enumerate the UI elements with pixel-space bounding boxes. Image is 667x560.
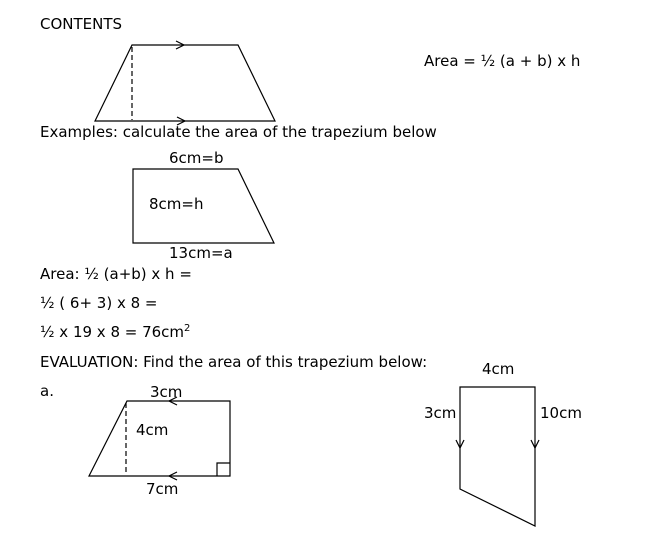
question-b-top-label: 4cm [482, 360, 515, 378]
contents-trapezium [95, 41, 275, 125]
working-line-2: ½ ( 6+ 3) x 8 = [40, 294, 158, 312]
heading: CONTENTS [40, 15, 123, 33]
area-formula: Area = ½ (a + b) x h [424, 52, 581, 70]
squared-superscript: 2 [184, 323, 191, 334]
examples-intro: Examples: calculate the area of the trapezium below [40, 123, 437, 141]
question-b-trapezium [456, 387, 539, 526]
question-b-left-label: 3cm [424, 404, 457, 422]
question-a-marker: a. [40, 382, 54, 400]
example-top-label: 6cm=b [169, 149, 224, 167]
question-a-trapezium [89, 397, 230, 480]
evaluation-heading: EVALUATION: Find the area of this trapezium below: [40, 353, 428, 371]
question-a-bottom-label: 7cm [146, 480, 179, 498]
working-line-1: Area: ½ (a+b) x h = [40, 265, 192, 283]
example-bottom-label: 13cm=a [169, 244, 233, 262]
example-trapezium [133, 169, 274, 243]
question-a-height-label: 4cm [136, 421, 169, 439]
question-a-top-label: 3cm [150, 383, 183, 401]
example-height-label: 8cm=h [149, 195, 204, 213]
working-line-3: ½ x 19 x $8 = 76cm^2$ [40, 323, 191, 341]
question-b-right-label: 10cm [540, 404, 582, 422]
